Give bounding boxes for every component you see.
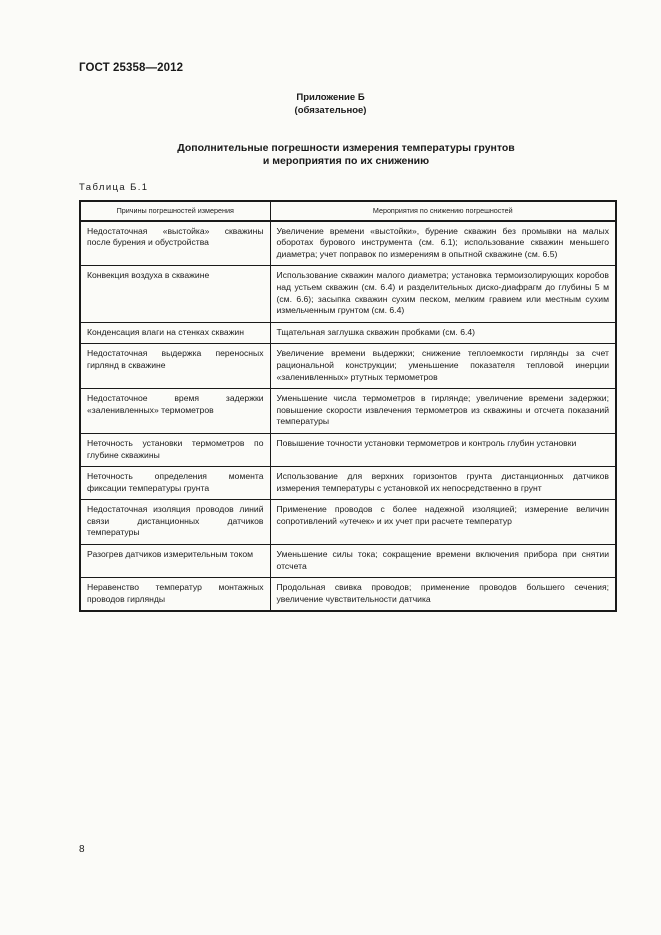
section-heading	[0, 142, 661, 168]
cause-cell: Неточность установки термометров по глубине скважины	[80, 433, 270, 466]
measure-cell: Тщательная заглушка скважин пробками (см. 6.4)	[270, 322, 616, 344]
page-number: 8	[79, 844, 85, 855]
heading-line-2: и мероприятия по их снижению	[262, 155, 430, 167]
cause-cell: Конденсация влаги на стенках скважин	[80, 322, 270, 344]
measure-cell: Использование для верхних горизонтов грунта дистанционных датчиков измерения температуры с установкой их непосредственно в грунт	[270, 467, 616, 500]
appendix-status: (обязательное)	[294, 105, 367, 116]
measure-cell: Увеличение времени выдержки; снижение теплоемкости гирлянды за счет рациональной конструкции; уменьшение показателя тепловой инерции «заленивленных» ртутных термометров	[270, 344, 616, 389]
table-row	[80, 545, 616, 578]
table-header-row	[80, 201, 616, 221]
heading-line-1: Дополнительные погрешности измерения температуры грунтов	[177, 142, 515, 154]
table-row	[80, 500, 616, 545]
cause-cell: Неточность определения момента фиксации температуры грунта	[80, 467, 270, 500]
table-row	[80, 578, 616, 612]
table-row	[80, 322, 616, 344]
header-causes: Причины погрешностей измерения	[80, 201, 270, 221]
measure-cell: Продольная свивка проводов; применение проводов большего сечения; увеличение чувствительности датчика	[270, 578, 616, 612]
table-row	[80, 266, 616, 322]
cause-cell: Недостаточная выдержка переносных гирлянд в скважине	[80, 344, 270, 389]
table-row	[80, 389, 616, 434]
measure-cell: Увеличение времени «выстойки», бурение скважин без промывки на малых оборотах бурового инструмента (см. 6.1); использование скважин меньшего диаметра; учет поправок по измерениям в опытной скважине (см. 6.5)	[270, 221, 616, 266]
cause-cell: Конвекция воздуха в скважине	[80, 266, 270, 322]
table-row	[80, 467, 616, 500]
table-row	[80, 344, 616, 389]
cause-cell: Недостаточная «выстойка» скважины после бурения и обустройства	[80, 221, 270, 266]
table-row	[80, 221, 616, 266]
measure-cell: Повышение точности установки термометров и контроль глубин установки	[270, 433, 616, 466]
appendix-title: Приложение Б	[296, 92, 365, 103]
measure-cell: Уменьшение числа термометров в гирлянде; увеличение времени задержки; повышение скорости извлечения термометров из скважины и отсчета показаний температуры	[270, 389, 616, 434]
appendix-header	[0, 91, 661, 117]
cause-cell: Недостаточное время задержки «заленивленных» термометров	[80, 389, 270, 434]
cause-cell: Разогрев датчиков измерительным током	[80, 545, 270, 578]
measure-cell: Использование скважин малого диаметра; установка термоизолирующих коробов над устьем скважин (см. 6.4) и разделительных диско-диафрагм до глубины 5 м (см. 6.6); засыпка скважин сухим песком, мелким гравием или местным сухим измельченным грунтом (см. 6.4)	[270, 266, 616, 322]
cause-cell: Недостаточная изоляция проводов линий связи дистанционных датчиков температуры	[80, 500, 270, 545]
table-row	[80, 433, 616, 466]
errors-table	[79, 200, 617, 612]
cause-cell: Неравенство температур монтажных проводов гирлянды	[80, 578, 270, 612]
measure-cell: Уменьшение силы тока; сокращение времени включения прибора при снятии отсчета	[270, 545, 616, 578]
measure-cell: Применение проводов с более надежной изоляцией; измерение величин сопротивлений «утечек» и их учет при расчете температур	[270, 500, 616, 545]
header-measures: Мероприятия по снижению погрешностей	[270, 201, 616, 221]
document-code: ГОСТ 25358—2012	[79, 62, 184, 74]
table-caption: Таблица Б.1	[79, 182, 149, 193]
